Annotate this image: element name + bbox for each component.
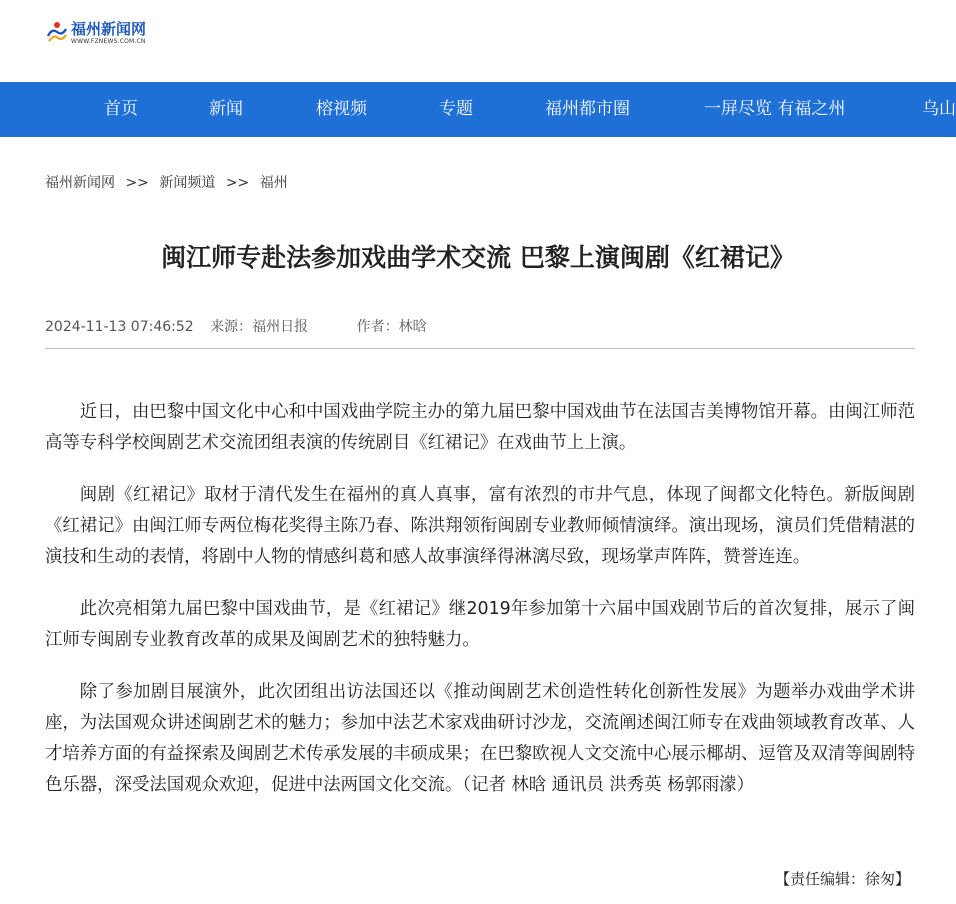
nav-item-video[interactable]: 榕视频 xyxy=(316,99,367,119)
article-paragraph: 近日，由巴黎中国文化中心和中国戏曲学院主办的第九届巴黎中国戏曲节在法国吉美博物馆开幕。由闽江师范高等专科学校闽剧艺术交流团组表演的传统剧目《红裙记》在戏曲节上上演。 xyxy=(45,402,915,453)
nav-item-overview[interactable]: 一屏尽览 有福之州 xyxy=(704,99,846,119)
breadcrumb-item-fuzhou[interactable]: 福州 xyxy=(259,175,288,191)
breadcrumb-item-news[interactable]: 新闻频道 xyxy=(159,175,216,191)
breadcrumb xyxy=(45,172,288,192)
breadcrumb-separator: >> xyxy=(125,175,149,191)
article-body xyxy=(45,397,915,822)
nav-item-wushan[interactable]: 乌山 xyxy=(922,99,956,119)
article-author: 作者：林晗 xyxy=(356,319,427,335)
article-source: 来源：福州日报 xyxy=(210,319,309,335)
breadcrumb-item-home[interactable]: 福州新闻网 xyxy=(45,175,115,191)
breadcrumb-separator: >> xyxy=(225,175,250,191)
site-logo[interactable] xyxy=(46,20,166,50)
nav-item-topics[interactable]: 专题 xyxy=(439,99,473,119)
article-title: 闽江师专赴法参加戏曲学术交流 巴黎上演闽剧《红裙记》 xyxy=(161,243,795,272)
logo-text: 福州新闻网 xyxy=(71,20,147,38)
logo-icon xyxy=(46,20,68,44)
responsible-editor: 【责任编辑：徐匆】 xyxy=(774,870,910,888)
main-nav xyxy=(0,82,956,137)
article-meta xyxy=(45,316,427,336)
article-paragraph: 除了参加剧目展演外，此次团组出访法国还以《推动闽剧艺术创造性转化创新性发展》为题举办戏曲学术讲座，为法国观众讲述闽剧艺术的魅力；参加中法艺术家戏曲研讨沙龙，交流阐述闽江师专在戏曲领域教育改革、人才培养方面的有益探索及闽剧艺术传承发展的丰硕成果；在巴黎欧视人文交流中心展示椰胡、逗管及双清等闽剧特色乐器，深受法国观众欢迎，促进中法两国文化交流。（记者 林晗 通讯员 洪秀英 杨郭雨濛） xyxy=(45,682,915,795)
divider xyxy=(45,348,915,349)
article-paragraph: 闽剧《红裙记》取材于清代发生在福州的真人真事，富有浓烈的市井气息，体现了闽都文化特色。新版闽剧《红裙记》由闽江师专两位梅花奖得主陈乃春、陈洪翔领衔闽剧专业教师倾情演绎。演出现场，演员们凭借精湛的演技和生动的表情，将剧中人物的情感纠葛和感人故事演绎得淋漓尽致，现场掌声阵阵，赞誉连连。 xyxy=(45,485,915,567)
article-datetime: 2024-11-13 07:46:52 xyxy=(45,319,194,335)
nav-item-home[interactable]: 首页 xyxy=(104,99,138,119)
nav-item-metro[interactable]: 福州都市圈 xyxy=(545,99,630,119)
article-paragraph: 此次亮相第九届巴黎中国戏曲节，是《红裙记》继2019年参加第十六届中国戏剧节后的首次复排，展示了闽江师专闽剧专业教育改革的成果及闽剧艺术的独特魅力。 xyxy=(45,599,915,650)
logo-url-text: WWW.FZNEWS.COM.CN xyxy=(71,38,146,45)
nav-item-news[interactable]: 新闻 xyxy=(209,99,243,119)
